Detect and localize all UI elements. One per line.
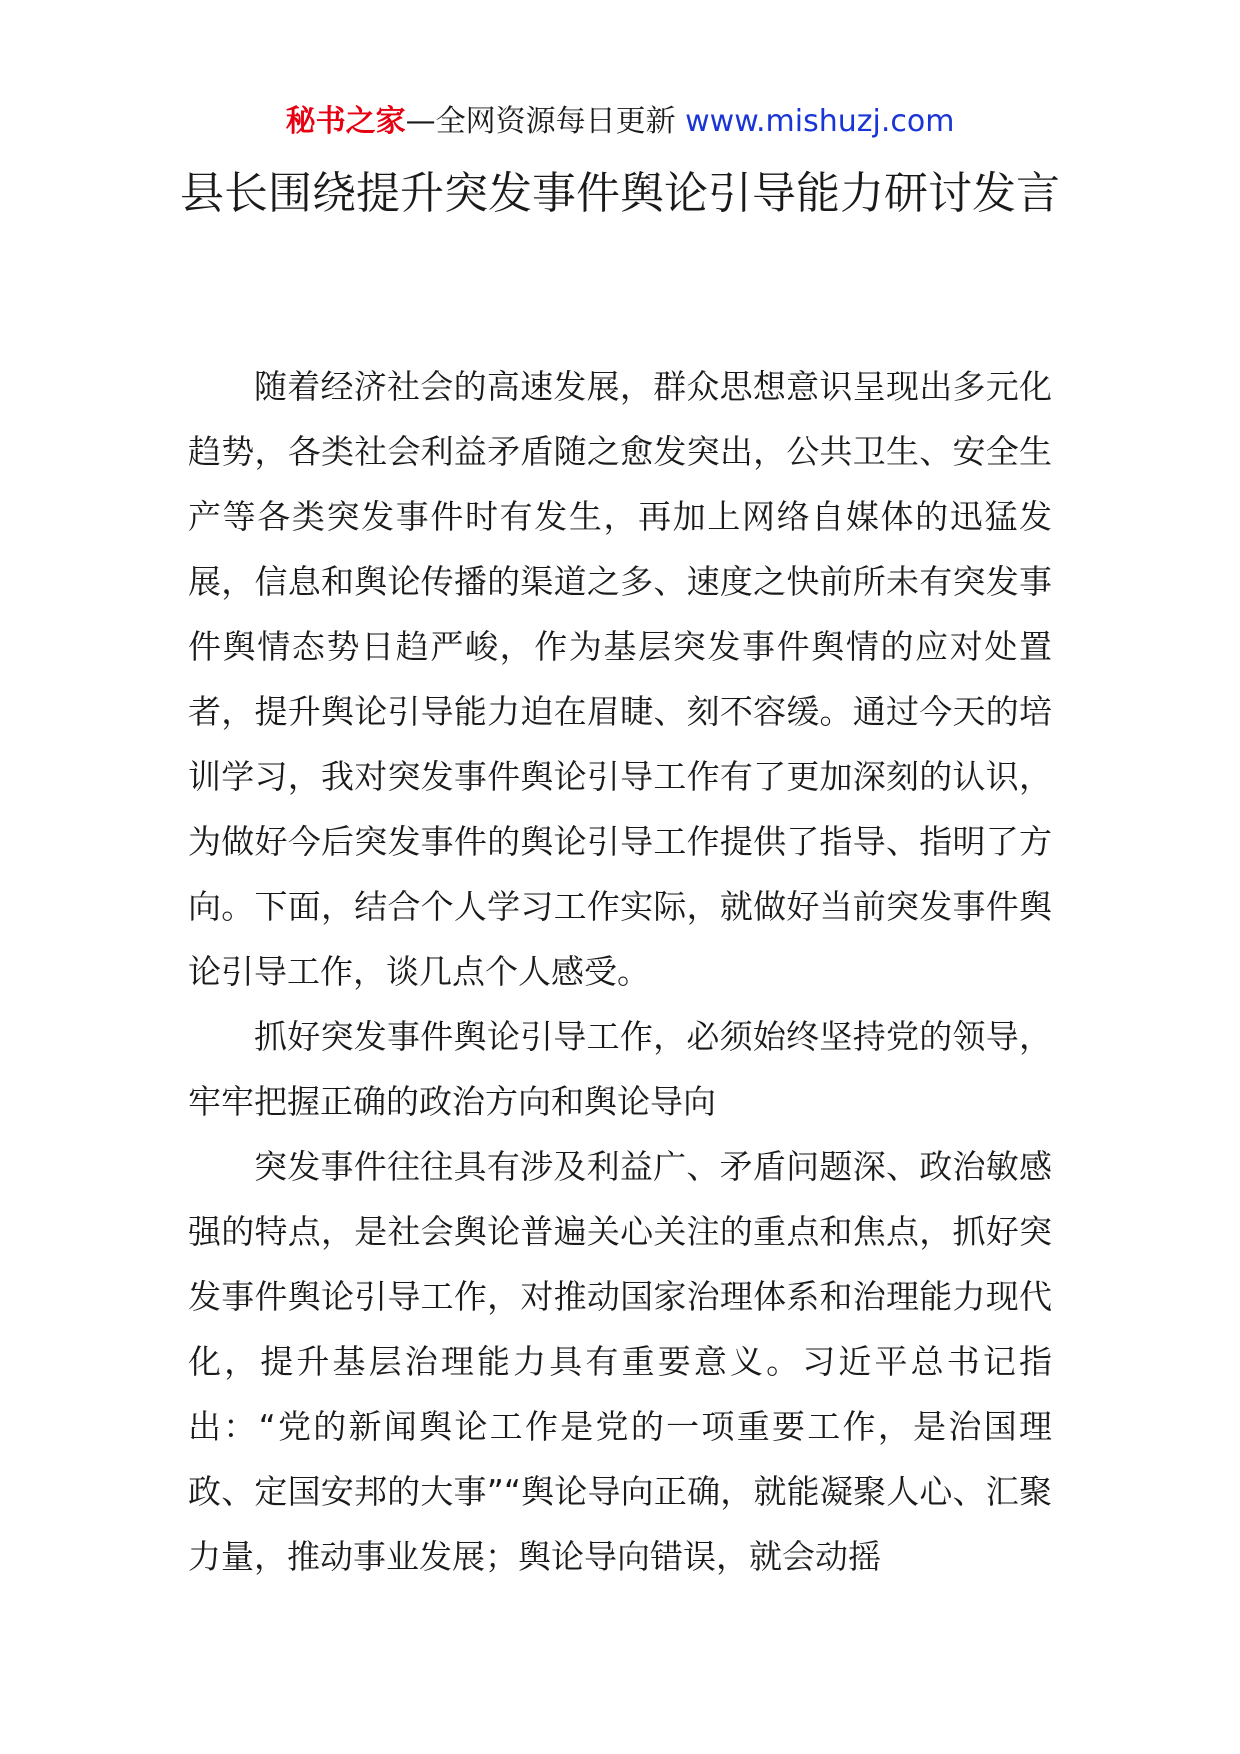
site-tagline: —全网资源每日更新 [405,104,676,139]
paragraph-intro: 随着经济社会的高速发展，群众思想意识呈现出多元化趋势，各类社会利益矛盾随之愈发突出，公共卫生、安全生产等各类突发事件时有发生，再加上网络自媒体的迅猛发展，信息和舆论传播的渠道之多、速度之快前所未有突发事件舆情态势日趋严峻，作为基层突发事件舆情的应对处置者，提升舆论引导能力迫在眉睫、刻不容缓。通过今天的培训学习，我对突发事件舆论引导工作有了更加深刻的认识，为做好今后突发事件的舆论引导工作提供了指导、指明了方向。下面，结合个人学习工作实际，就做好当前突发事件舆论引导工作，谈几点个人感受。 [188,367,1052,991]
document-title: 县长围绕提升突发事件舆论引导能力研讨发言 [180,168,1060,219]
site-brand: 秘书之家 [285,104,406,139]
paragraph-body-1: 突发事件往往具有涉及利益广、矛盾问题深、政治敏感强的特点，是社会舆论普遍关心关注的重点和焦点，抓好突发事件舆论引导工作，对推动国家治理体系和治理能力现代化，提升基层治理能力具有重要意义。习近平总书记指出：“党的新闻舆论工作是党的一项重要工作，是治国理政、定国安邦的大事”“舆论导向正确，就能凝聚人心、汇聚力量，推动事业发展；舆论导向错误，就会动摇 [188,1147,1052,1576]
paragraph-heading-1: 抓好突发事件舆论引导工作，必须始终坚持党的领导，牢牢把握正确的政治方向和舆论导向 [188,1017,1052,1121]
document-body [188,354,1052,1589]
site-header [0,100,1240,144]
site-url-link[interactable]: www.mishuzj.com [685,104,955,139]
